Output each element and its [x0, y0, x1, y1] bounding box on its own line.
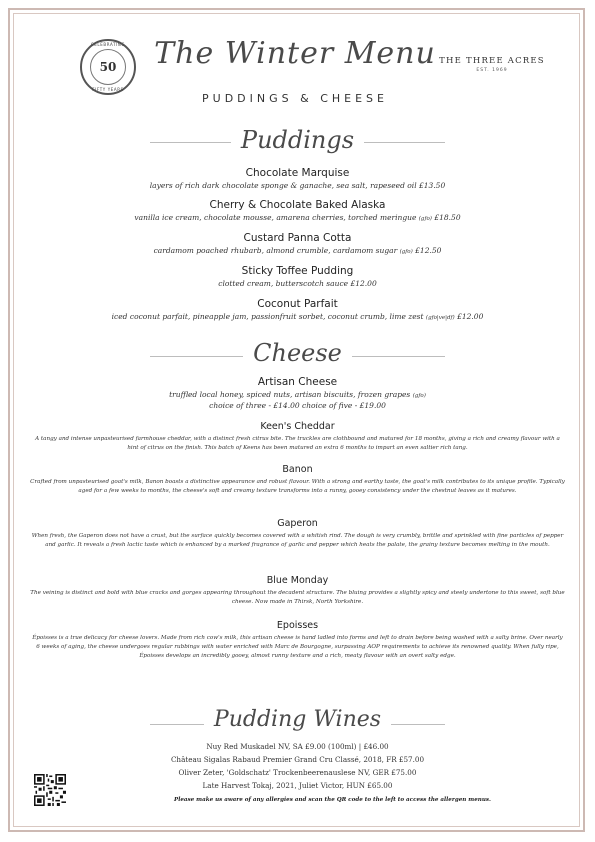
cheese-item [30, 421, 565, 453]
cheese-name: Banon [282, 464, 313, 475]
cheese-desc: A tangy and intense unpasteurised farmhouse cheddar, with a distinct fresh citrus bite. The truckles are clothbound and matured for 18 months, giving a rich and creamy flavour with a hint of citrus on the finish. This batch of Keens has been matured an extra 6 months to impart an even saltier rich tang. [35, 436, 560, 451]
pudding-desc: layers of rich dark chocolate sponge & ganache, sea salt, rapeseed oil £13.50 [149, 181, 446, 190]
cheese-desc: When fresh, the Gaperon does not have a crust, but the surface quickly becomes covered with a whitish rind. The dough is very crumbly, brittle and sprinkled with fine particles of pepper and garlic. It reveals a fresh lactic taste which is enhanced by a marked fragrance of garlic and pepper which heats the palate, the grainy texture becomes melting in the mouth. [31, 533, 564, 548]
pudding-price: £12.50 [415, 246, 442, 255]
pudding-desc: clotted cream, butterscotch sauce £12.00 [218, 279, 377, 288]
badge-top-text: CELEBRATING [90, 42, 126, 47]
pudding-name: Sticky Toffee Pudding [241, 265, 354, 277]
wine-item [30, 753, 565, 764]
cheese-item [30, 518, 565, 550]
pudding-desc-text: iced coconut parfait, pineapple jam, passionfruit sorbet, coconut crumb, lime zest [111, 312, 424, 321]
cheese-heading: Cheese [243, 339, 352, 367]
wines-heading: Pudding Wines [204, 707, 391, 732]
allergen-note: Please make us aware of any allergies and scan the QR code to the left to access the allergen menus. [173, 797, 492, 803]
cheese-desc: The veining is distinct and bold with blue cracks and gorges appearing throughout the decadent structure. The bluing provides a slightly spicy and steely undertone to this sweet, soft blue cheese. Now made in Thirsk, North Yorkshire. [30, 590, 565, 605]
puddings-heading: Puddings [231, 126, 364, 154]
menu-title: The Winter Menu [154, 36, 436, 71]
artisan-cheese-desc [30, 390, 565, 399]
artisan-cheese-name: Artisan Cheese [257, 376, 338, 388]
pudding-item [30, 232, 565, 255]
pudding-item [30, 199, 565, 222]
wines-heading-wrap [0, 707, 595, 732]
menu-subtitle: PUDDINGS & CHEESE [202, 92, 388, 105]
artisan-choice-line: choice of three - £14.00 choice of five - £19.00 [209, 401, 386, 410]
badge-center [90, 49, 126, 85]
wine-line: Late Harvest Tokaj, 2021, Juliet Victor, HUN £65.00 [202, 781, 393, 790]
pudding-name: Coconut Parfait [257, 298, 338, 310]
cheese-name: Keen's Cheddar [260, 421, 335, 432]
wine-item [30, 779, 565, 790]
cheese-item [30, 575, 565, 607]
pudding-item [30, 265, 565, 288]
cheese-item [30, 620, 565, 661]
dietary-tag: (gfo) [418, 216, 432, 222]
wine-item [30, 740, 565, 751]
cheese-heading-wrap [0, 339, 595, 367]
cheese-desc: Époisses is a true delicacy for cheese lovers. Made from rich cow's milk, this artisan cheese is hand ladled into forms and left to drain before being washed with a salty brine. Over nearly 6 weeks of aging, the cheese undergoes regular rubbings with water enriched with Marc de Bourgogne, surpassing AOP requirements to achieve its renowned quality. When fully ripe, Époisses develops an incredibly gooey, almost runny texture and a rich, meaty flavour with an overt salty edge. [32, 635, 563, 659]
dietary-tag: (gfo) [399, 249, 413, 255]
pudding-price: £18.50 [434, 213, 461, 222]
badge-number: 50 [99, 60, 117, 74]
puddings-heading-wrap [0, 126, 595, 154]
pudding-price: £12.00 [457, 312, 484, 321]
brand-name: THE THREE ACRES [439, 56, 545, 66]
pudding-desc [30, 246, 565, 255]
allergen-qr-code[interactable] [34, 774, 66, 806]
cheese-item [30, 464, 565, 496]
pudding-name: Cherry & Chocolate Baked Alaska [209, 199, 386, 211]
wine-line: Nuy Red Muskadel NV, SA £9.00 (100ml) | £46.00 [206, 742, 389, 751]
pudding-item [30, 167, 565, 190]
cheese-name: Gaperon [277, 518, 318, 529]
pudding-name: Custard Panna Cotta [243, 232, 352, 244]
pudding-item [30, 298, 565, 321]
pudding-name: Chocolate Marquise [245, 167, 350, 179]
artisan-cheese-item [30, 376, 565, 410]
dietary-tag: (gfo) [412, 393, 426, 399]
pudding-desc-text: cardamom poached rhubarb, almond crumble, cardamom sugar [153, 246, 398, 255]
cheese-name: Blue Monday [266, 575, 329, 586]
cheese-desc: Crafted from unpasteurised goat's milk, Banon boasts a distinctive appearance and robust flavour. With a strong and earthy taste, the goat's milk contributes to its unique profile. Typically aged for a few weeks to months, the cheese's soft and creamy texture transforms into a runny, gooey consistency under the chestnut leaves as it matures. [30, 479, 565, 494]
artisan-desc-text: truffled local honey, spiced nuts, artisan biscuits, frozen grapes [169, 390, 411, 399]
pudding-desc [30, 213, 565, 222]
wine-line: Oliver Zeter, 'Goldschatz' Trockenbeerenauslese NV, GER £75.00 [178, 768, 417, 777]
pudding-desc [30, 312, 565, 321]
cheese-name: Epoisses [276, 620, 319, 631]
brand-established: EST. 1969 [476, 68, 508, 73]
pudding-desc-text: vanilla ice cream, chocolate mousse, amarena cherries, torched meringue [134, 213, 417, 222]
anniversary-badge [80, 39, 136, 95]
wine-item [30, 766, 565, 777]
dietary-tag: (gfo|ve|df) [425, 315, 455, 321]
badge-bottom-text: FIFTY YEARS [92, 87, 124, 92]
wine-line: Château Sigalas Rabaud Premier Grand Cru Classé, 2018, FR £57.00 [170, 755, 425, 764]
